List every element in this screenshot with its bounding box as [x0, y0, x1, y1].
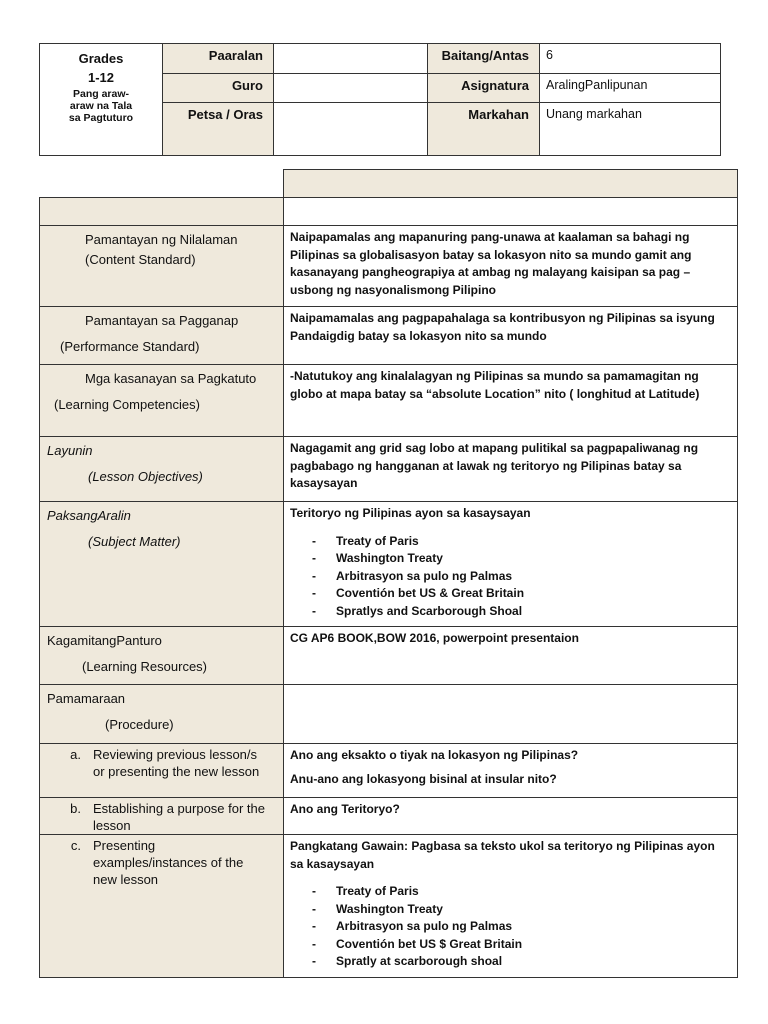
list-item: - Spratlys and Scarborough Shoal — [312, 603, 731, 621]
competencies-label-en: (Learning Competencies) — [54, 397, 200, 412]
blank-right-cell — [284, 198, 738, 226]
petsa-label: Petsa / Oras — [163, 103, 274, 156]
baitang-label: Baitang/Antas — [428, 44, 540, 74]
shaded-left-cell — [40, 198, 284, 226]
content-standard-label-en: (Content Standard) — [85, 252, 196, 267]
step-c-list — [290, 883, 731, 971]
log-title: Pang araw-araw na Tala sa Pagtuturo — [68, 88, 134, 124]
step-a-question-1: Ano ang eksakto o tiyak na lokasyon ng Pilipinas? — [290, 748, 579, 762]
subject-matter-list — [290, 533, 731, 621]
step-b-letter: b. — [70, 801, 81, 816]
paaralan-label: Paaralan — [163, 44, 274, 74]
baitang-value: 6 — [540, 44, 721, 74]
petsa-value — [274, 103, 428, 156]
list-item: - Coventión bet US $ Great Britain — [312, 936, 731, 954]
step-c-letter: c. — [70, 838, 81, 853]
step-a-row — [40, 744, 738, 798]
resources-row — [40, 627, 738, 685]
list-item: - Treaty of Paris — [312, 883, 731, 901]
markahan-value: Unang markahan — [540, 103, 721, 156]
step-b-row — [40, 798, 738, 835]
resources-label: KagamitangPanturo — [47, 633, 162, 648]
competencies-text: -Natutukoy ang kinalalagyan ng Pilipinas sa mundo sa pamamagitan ng globo at mapa batay sa “absolute Location” nito ( longhitud at Latitude) — [284, 365, 738, 437]
subject-matter-label-cell — [40, 502, 284, 627]
procedure-row — [40, 685, 738, 744]
step-a-cell — [284, 744, 738, 798]
list-item: - Washington Treaty — [312, 550, 731, 568]
subject-matter-label: PaksangAralin — [47, 508, 131, 523]
list-item: - Arbitrasyon sa pulo ng Palmas — [312, 568, 731, 586]
grades-cell — [40, 44, 163, 156]
markahan-label: Markahan — [428, 103, 540, 156]
step-c-cell — [284, 835, 738, 978]
paaralan-value — [274, 44, 428, 74]
step-b-question: Ano ang Teritoryo? — [284, 798, 738, 835]
list-item: - Treaty of Paris — [312, 533, 731, 551]
objectives-label-cell — [40, 437, 284, 502]
procedure-blank-cell — [284, 685, 738, 744]
subject-matter-row — [40, 502, 738, 627]
asignatura-value: AralingPanlipunan — [540, 74, 721, 103]
objectives-label-en: (Lesson Objectives) — [88, 469, 203, 484]
list-item: - Coventión bet US & Great Britain — [312, 585, 731, 603]
content-standard-label-cell — [40, 226, 284, 307]
guro-value — [274, 74, 428, 103]
subject-matter-label-en: (Subject Matter) — [88, 534, 181, 549]
step-c-text: Pangkatang Gawain: Pagbasa sa teksto ukol sa teritoryo ng Pilipinas ayon sa kasaysayan — [290, 839, 715, 871]
step-c-row — [40, 835, 738, 978]
performance-standard-row — [40, 307, 738, 365]
performance-standard-label: Pamantayan sa Pagganap — [85, 313, 239, 328]
resources-label-en: (Learning Resources) — [82, 659, 208, 674]
content-standard-label: Pamantayan ng Nilalaman — [85, 232, 238, 247]
guro-label: Guro — [163, 74, 274, 103]
asignatura-label: Asignatura — [428, 74, 540, 103]
procedure-label: Pamamaraan — [47, 691, 126, 706]
subject-matter-title: Teritoryo ng Pilipinas ayon sa kasaysayan — [290, 506, 531, 520]
header-table — [39, 43, 721, 156]
step-b-label: Establishing a purpose for the lesson — [93, 801, 265, 833]
step-c-label: Presenting examples/instances of the new lesson — [93, 838, 244, 887]
performance-standard-label-cell — [40, 307, 284, 365]
content-standard-text: Naipapamalas ang mapanuring pang-unawa at kaalaman sa bahagi ng Pilipinas sa globalisasyon batay sa lokasyon nito sa mundo gamit ang kasanayang pangheograpiya at ambag ng malayang kaisipan sa pag –usbong ng nasyonalismong Pilipino — [284, 226, 738, 307]
competencies-row — [40, 365, 738, 437]
step-a-letter: a. — [70, 747, 81, 762]
list-item: - Arbitrasyon sa pulo ng Palmas — [312, 918, 731, 936]
list-item: - Washington Treaty — [312, 901, 731, 919]
procedure-label-en: (Procedure) — [105, 717, 174, 732]
content-standard-row — [40, 226, 738, 307]
list-item: - Spratly at scarborough shoal — [312, 953, 731, 971]
step-a-label-cell — [40, 744, 284, 798]
resources-label-cell — [40, 627, 284, 685]
performance-standard-text: Naipamamalas ang pagpapahalaga sa kontribusyon ng Pilipinas sa isyung Pandaigdig batay sa lokasyon nito sa mundo — [284, 307, 738, 365]
step-a-question-2: Anu-ano ang lokasyong bisinal at insular nito? — [290, 771, 557, 786]
competencies-label: Mga kasanayan sa Pagkatuto — [85, 371, 257, 386]
grade-range: 1-12 — [87, 70, 115, 85]
shaded-header-cell — [284, 170, 738, 198]
procedure-label-cell — [40, 685, 284, 744]
step-b-label-cell — [40, 798, 284, 835]
lesson-plan-table — [39, 169, 738, 978]
objectives-row — [40, 437, 738, 502]
step-c-label-cell — [40, 835, 284, 978]
competencies-label-cell — [40, 365, 284, 437]
objectives-label: Layunin — [47, 443, 93, 458]
resources-text: CG AP6 BOOK,BOW 2016, powerpoint presentaion — [284, 627, 738, 685]
grades-label: Grades — [78, 51, 124, 66]
performance-standard-label-en: (Performance Standard) — [60, 339, 200, 354]
step-a-label: Reviewing previous lesson/s or presenting the new lesson — [93, 747, 260, 779]
subject-matter-cell — [284, 502, 738, 627]
objectives-text: Nagagamit ang grid sag lobo at mapang pulitikal sa pagpapaliwanag ng pagbabago ng hangganan at lawak ng teritoryo ng Pilipinas batay sa kasaysayan — [284, 437, 738, 502]
blank-corner — [40, 170, 284, 198]
